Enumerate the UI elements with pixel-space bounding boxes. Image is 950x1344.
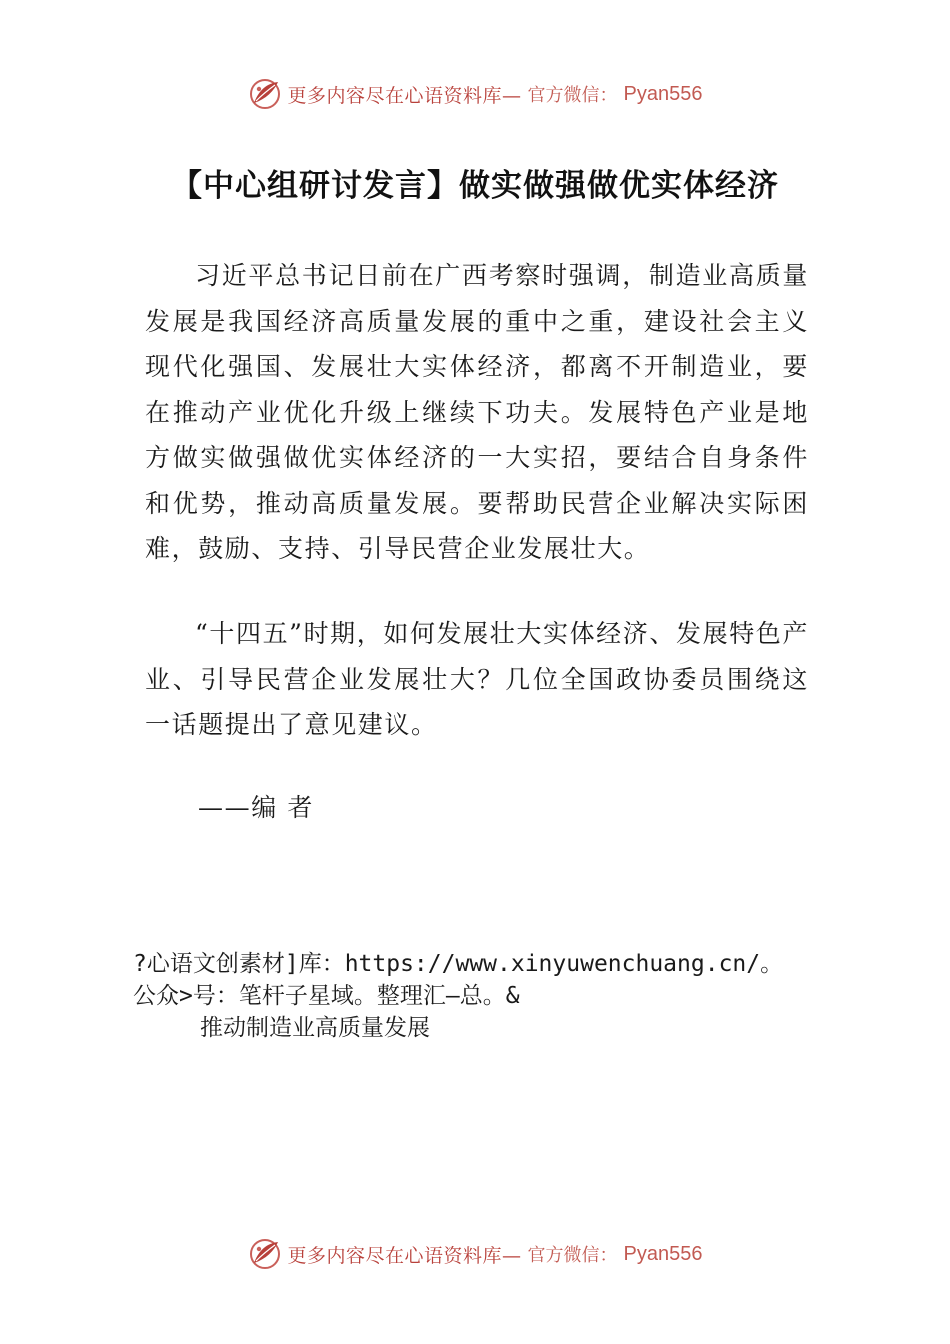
banner-wechat-id: Pyan556 <box>623 1242 703 1265</box>
source-line: 公众>号：笔杆子星域。整理汇—总。& <box>133 983 520 1009</box>
body-paragraph: 习近平总书记日前在广西考察时强调，制造业高质量发展是我国经济高质量发展的重中之重，建设社会主义现代化强国、发展壮大实体经济，都离不开制造业，要在推动产业优化升级上继续下功夫。发展特色产业是地方做实做强做优实体经济的一大实招，要结合自身条件和优势，推动高质量发展。要帮助民营企业解决实际困难，鼓励、支持、引导民营企业发展壮大。 <box>145 261 809 563</box>
footer-banner <box>0 1232 950 1276</box>
document-title: 【中心组研讨发言】做实做强做优实体经济 <box>171 168 779 204</box>
banner-wechat-id: Pyan556 <box>623 82 703 105</box>
leaf-logo-icon <box>248 1237 282 1271</box>
header-banner <box>0 72 950 116</box>
banner-text: 更多内容尽在心语资料库— <box>287 1244 522 1267</box>
leaf-logo-icon <box>248 77 282 111</box>
source-line: 推动制造业高质量发展 <box>200 1015 430 1041</box>
source-line: ?心语文创素材]库：https://www.xinyuwenchuang.cn/。 <box>133 951 784 977</box>
banner-wechat-label: 官方微信： <box>527 1245 618 1266</box>
body-paragraph: “十四五”时期，如何发展壮大实体经济、发展特色产业、引导民营企业发展壮大？几位全国政协委员围绕这一话题提出了意见建议。 <box>145 619 809 739</box>
editor-signature: ——编 者 <box>198 793 314 822</box>
banner-text: 更多内容尽在心语资料库— <box>287 84 522 107</box>
banner-wechat-label: 官方微信： <box>527 85 618 106</box>
